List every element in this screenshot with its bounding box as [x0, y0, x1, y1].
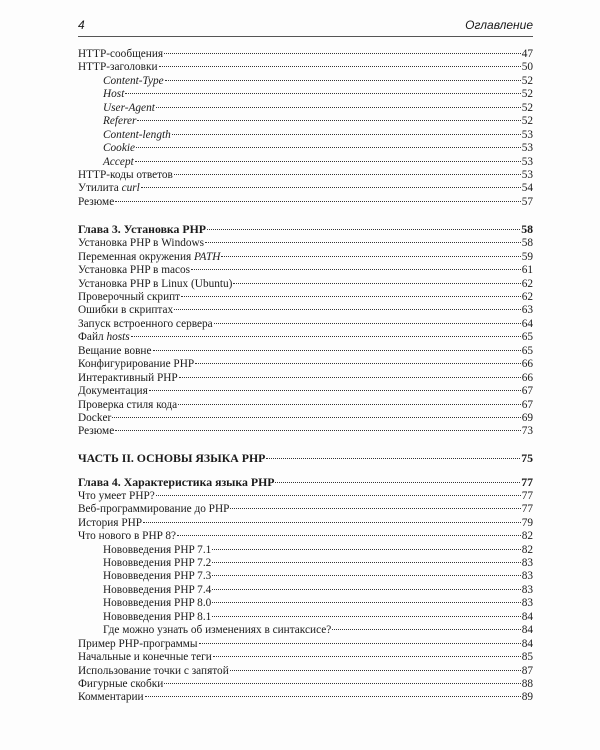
toc-entry[interactable]: Документация 67 [78, 385, 533, 398]
toc-subentry[interactable]: Нововведения PHP 7.4 83 [103, 583, 533, 596]
toc-entry[interactable]: Переменная окружения PATH 59 [78, 250, 533, 263]
toc-chapter-3[interactable]: Глава 3. Установка PHP 58 [78, 222, 533, 237]
toc-entry[interactable]: Вещание вовне 65 [78, 344, 533, 357]
toc-entry[interactable]: Файл hosts 65 [78, 331, 533, 344]
toc-subentry[interactable]: Нововведения PHP 8.1 84 [103, 610, 533, 623]
toc-entry[interactable]: Резюме 73 [78, 425, 533, 438]
toc-entry[interactable]: Утилита curl 54 [78, 182, 533, 195]
toc-entry[interactable]: HTTP-заголовки 50 [78, 61, 533, 74]
toc-entry[interactable]: Проверка стиля кода 67 [78, 398, 533, 411]
toc-entry[interactable]: Установка PHP в Linux (Ubuntu) 62 [78, 277, 533, 290]
toc-entry[interactable]: HTTP-сообщения 47 [78, 48, 533, 60]
toc-subentry[interactable]: Где можно узнать об изменениях в синтаксисе? 84 [103, 624, 533, 637]
toc-entry[interactable]: Резюме 57 [78, 195, 533, 208]
table-of-contents [78, 48, 533, 705]
toc-entry[interactable]: Ошибки в скриптах 63 [78, 304, 533, 317]
toc-entry[interactable]: Начальные и конечные теги 85 [78, 651, 533, 664]
toc-entry[interactable]: Запуск встроенного сервера 64 [78, 317, 533, 330]
toc-entry[interactable]: Что умеет PHP? 77 [78, 489, 533, 502]
toc-subentry[interactable]: Cookie 53 [103, 142, 533, 155]
page-number: 4 [78, 18, 85, 32]
toc-chapter-4[interactable]: Глава 4. Характеристика языка PHP 77 [78, 474, 533, 489]
toc-subentry[interactable]: Referer 52 [103, 115, 533, 128]
toc-subentry[interactable]: Нововведения PHP 7.2 83 [103, 557, 533, 569]
toc-entry[interactable]: Комментарии 89 [78, 691, 533, 704]
toc-entry[interactable]: Пример PHP-программы 84 [78, 637, 533, 650]
toc-subentry[interactable]: Host 52 [103, 88, 533, 101]
toc-subentry[interactable]: Content-Type 52 [103, 74, 533, 87]
toc-entry[interactable]: Что нового в PHP 8? 82 [78, 530, 533, 543]
toc-subentry[interactable]: Нововведения PHP 7.3 83 [103, 570, 533, 583]
toc-subentry[interactable]: User-Agent 52 [103, 101, 533, 114]
toc-entry[interactable]: Проверочный скрипт 62 [78, 291, 533, 303]
toc-entry[interactable]: Использование точки с запятой 87 [78, 664, 533, 677]
toc-entry[interactable]: Веб-программирование до PHP 77 [78, 503, 533, 516]
toc-entry[interactable]: Фигурные скобки 88 [78, 677, 533, 690]
toc-entry[interactable]: Интерактивный PHP 66 [78, 371, 533, 384]
toc-subentry[interactable]: Нововведения PHP 7.1 82 [103, 543, 533, 556]
toc-subentry[interactable]: Нововведения PHP 8.0 83 [103, 597, 533, 610]
toc-entry[interactable]: История PHP 79 [78, 516, 533, 529]
toc-part-2[interactable]: ЧАСТЬ II. ОСНОВЫ ЯЗЫКА PHP 75 [78, 450, 533, 465]
toc-entry[interactable]: Установка PHP в Windows 58 [78, 237, 533, 250]
toc-entry[interactable]: Установка PHP в macos 61 [78, 264, 533, 277]
toc-entry[interactable]: Docker 69 [78, 411, 533, 424]
toc-subentry[interactable]: Accept 53 [103, 155, 533, 168]
running-head [78, 18, 533, 37]
running-head-title: Оглавление [465, 18, 533, 32]
toc-entry[interactable]: HTTP-коды ответов 53 [78, 168, 533, 181]
toc-subentry[interactable]: Content-length 53 [103, 128, 533, 141]
toc-entry[interactable]: Конфигурирование PHP 66 [78, 358, 533, 371]
